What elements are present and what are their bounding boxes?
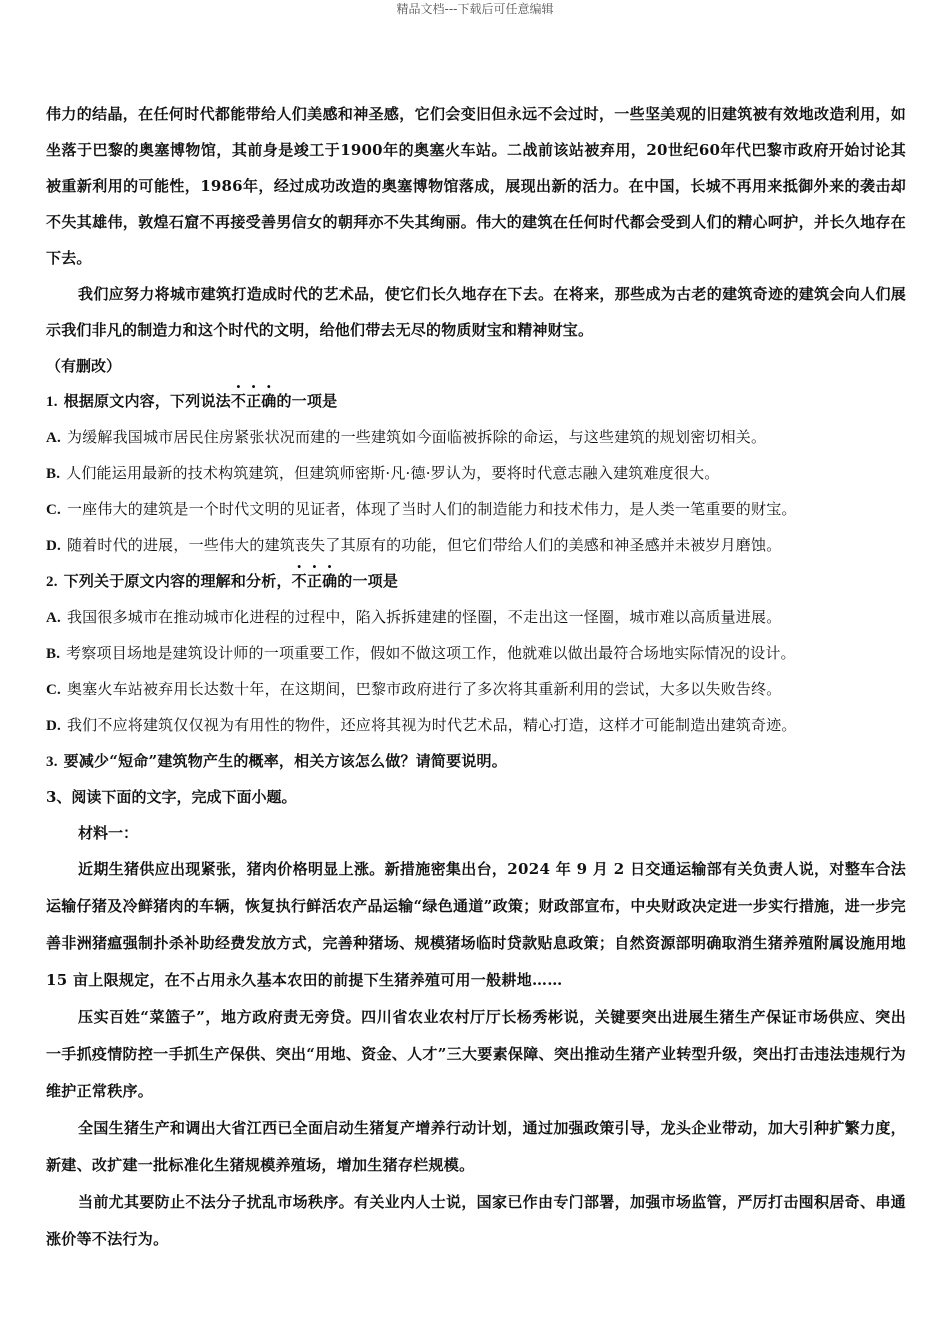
option-label: A. <box>46 430 61 446</box>
question-number: 2. <box>46 574 58 590</box>
option-label: D. <box>46 538 61 554</box>
emphasis-char: 正 <box>306 572 323 590</box>
option-text: 人们能运用最新的技术构筑建筑，但建筑师密斯·凡·德·罗认为，要将时代意志融入建筑难度很大。 <box>66 464 720 482</box>
question-1 <box>46 384 906 420</box>
option-label: B. <box>46 466 61 482</box>
option-text: 我们不应将建筑仅仅视为有用性的物件，还应将其视为时代艺术品，精心打造，这样才可能制造出建筑奇迹。 <box>66 716 797 734</box>
passage-paragraph: 伟力的结晶，在任何时代都能带给人们美感和神圣感，它们会变旧但永远不会过时，一些坚美观的旧建筑被有效地改造利用，如坐落于巴黎的奥塞博物馆，其前身是竣工于1900年的奥塞火车站。二战前该站被弃用，20世纪60年代巴黎市政府开始讨论其被重新利用的可能性，1986年，经过成功改造的奥塞博物馆落成，展现出新的活力。在中国，长城不再用来抵御外来的袭击却不失其雄伟，敦煌石窟不再接受善男信女的朝拜亦不失其绚丽。伟大的建筑在任何时代都会受到人们的精心呵护，并长久地存在下去。 <box>46 105 906 267</box>
question-number: 1. <box>46 394 58 410</box>
option-d[interactable] <box>46 528 906 564</box>
material-label: 材料一： <box>78 824 139 842</box>
source-note: （有删改） <box>46 357 122 375</box>
question-stem: 要减少“短命”建筑物产生的概率，相关方该怎么做？请简要说明。 <box>63 752 507 770</box>
option-c[interactable] <box>46 492 906 528</box>
question-stem-end: 的一项是 <box>276 392 338 410</box>
option-label: D. <box>46 718 61 734</box>
option-d[interactable] <box>46 708 906 744</box>
material-paragraph: 当前尤其要防止不法分子扰乱市场秩序。有关业内人士说，国家已作由专门部署，加强市场监管，严厉打击囤积居奇、串通涨价等不法行为。 <box>46 1193 906 1248</box>
emphasis-char: 确 <box>322 572 338 590</box>
passage-paragraph: 我们应努力将城市建筑打造成时代的艺术品，使它们长久地存在下去。在将来，那些成为古老的建筑奇迹的建筑会向人们展示我们非凡的制造力和这个时代的文明，给他们带去无尽的物质财宝和精神财宝。 <box>46 285 906 339</box>
question-stem: 根据原文内容，下列说法 <box>63 392 231 410</box>
material-paragraph: 全国生猪生产和调出大省江西已全面启动生猪复产增养行动计划，通过加强政策引导，龙头企业带动，加大引种扩繁力度，新建、改扩建一批标准化生猪规模养殖场，增加生猪存栏规模。 <box>46 1119 906 1174</box>
option-b[interactable] <box>46 636 906 672</box>
emphasis-char: 正 <box>246 392 262 410</box>
emphasis-char: 不 <box>230 392 247 410</box>
option-text: 随着时代的进展，一些伟大的建筑丧失了其原有的功能，但它们带给人们的美感和神圣感并未被岁月磨蚀。 <box>66 536 782 554</box>
option-label: C. <box>46 502 61 518</box>
material-paragraph: 近期生猪供应出现紧张，猪肉价格明显上涨。新措施密集出台，2024 年 9 月 2 日交通运输部有关负责人说，对整车合法运输仔猪及冷鲜猪肉的车辆，恢复执行鲜活农产品运输“绿色通道”政策；财政部宣布，中央财政决定进一步实行措施，进一步完善非洲猪瘟强制扑杀补助经费发放方式，完善种猪场、规模猪场临时贷款贴息政策；自然资源部明确取消生猪养殖附属设施用地 15 亩上限规定，在不占用永久基本农田的前提下生猪养殖可用一般耕地…… <box>46 860 906 989</box>
option-text: 为缓解我国城市居民住房紧张状况而建的一些建筑如今面临被拆除的命运，与这些建筑的规划密切相关。 <box>66 428 767 446</box>
question-2 <box>46 564 906 600</box>
option-text: 我国很多城市在推动城市化进程的过程中，陷入拆拆建建的怪圈，不走出这一怪圈，城市难以高质量进展。 <box>66 608 782 626</box>
option-c[interactable] <box>46 672 906 708</box>
option-label: A. <box>46 610 61 626</box>
emphasis-char: 确 <box>261 392 277 410</box>
option-label: B. <box>46 646 61 662</box>
option-a[interactable] <box>46 600 906 636</box>
question-stem-end: 的一项是 <box>337 572 399 590</box>
emphasis-char: 不 <box>291 572 307 590</box>
option-a[interactable] <box>46 420 906 456</box>
question-number: 3. <box>46 754 58 770</box>
material-paragraph: 压实百姓“菜篮子”，地方政府责无旁贷。四川省农业农村厅厅长杨秀彬说，关键要突出进展生猪生产保证市场供应、突出一手抓疫情防控一手抓生产保供、突出“用地、资金、人才”三大要素保障、突出推动生猪产业转型升级，突出打击违法违规行为维护正常秩序。 <box>46 1008 906 1100</box>
page-header: 精品文档---下载后可任意编辑 <box>396 2 554 16</box>
document-body <box>46 96 906 1258</box>
section-heading: 3、阅读下面的文字，完成下面小题。 <box>46 788 297 806</box>
option-label: C. <box>46 682 61 698</box>
option-text: 奥塞火车站被弃用长达数十年，在这期间，巴黎市政府进行了多次将其重新利用的尝试，大多以失败告终。 <box>66 680 782 698</box>
question-3 <box>46 744 906 780</box>
option-text: 一座伟大的建筑是一个时代文明的见证者，体现了当时人们的制造能力和技术伟力，是人类一笔重要的财宝。 <box>66 500 797 518</box>
option-b[interactable] <box>46 456 906 492</box>
question-stem: 下列关于原文内容的理解和分析， <box>63 572 292 590</box>
option-text: 考察项目场地是建筑设计师的一项重要工作，假如不做这项工作，他就难以做出最符合场地实际情况的设计。 <box>66 644 796 662</box>
